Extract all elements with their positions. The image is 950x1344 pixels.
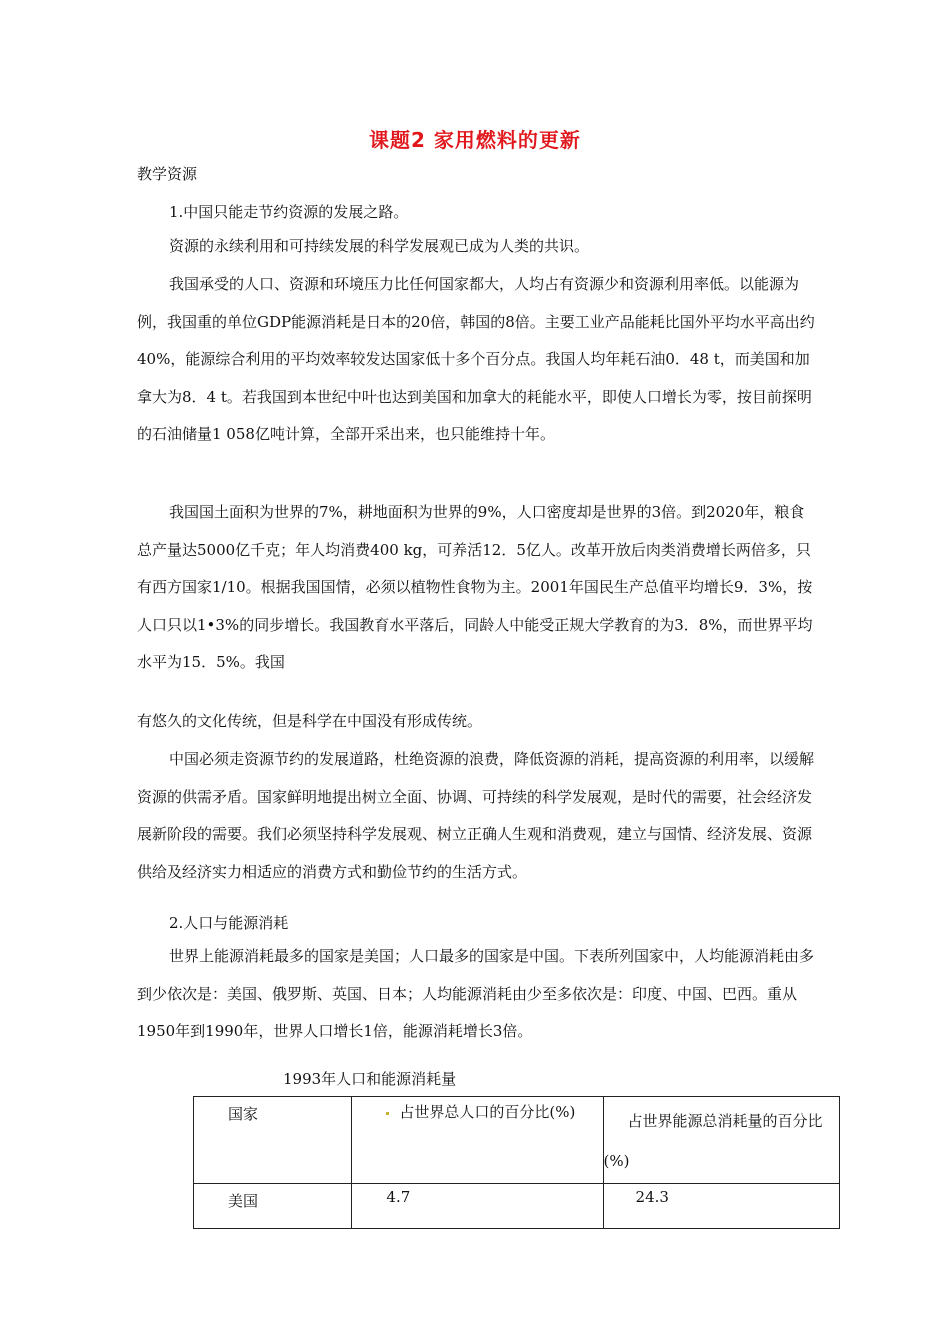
- table-header-row: [194, 1097, 840, 1184]
- header-population-share-label: 占世界总人口的百分比(%): [399, 1103, 576, 1121]
- cell-country: 美国: [194, 1184, 352, 1229]
- paragraph-energy-pressure: 我国承受的人口、资源和环境压力比任何国家都大，人均占有资源少和资源利用率低。以能源为例，我国重的单位GDP能源消耗是日本的20倍，韩国的8倍。主要工业产品能耗比国外平均水平高出约40%，能源综合利用的平均效率较发达国家低十多个百分点。我国人均年耗石油0．48 t，而美国和加拿大为8．4 t。若我国到本世纪中叶也达到美国和加拿大的耗能水平，即使人口增长为零，按目前探明的石油储量1 058亿吨计算，全部开采出来，也只能维持十年。: [137, 275, 815, 443]
- table-row: [194, 1184, 840, 1229]
- header-energy-share: [603, 1097, 839, 1184]
- header-energy-share-label: 占世界能源总消耗量的百分比: [627, 1112, 823, 1130]
- cell-population-share: 4.7: [352, 1184, 603, 1229]
- section-label: 教学资源: [137, 165, 198, 183]
- document-title: 课题2 家用燃料的更新: [369, 128, 581, 152]
- heading-resource-saving: 1.中国只能走节约资源的发展之路。: [169, 203, 409, 221]
- heading-population-energy: 2.人口与能源消耗: [169, 914, 289, 932]
- bullet-dot: [386, 1112, 389, 1115]
- header-country: 国家: [194, 1097, 352, 1184]
- header-population-share: [352, 1097, 603, 1184]
- header-energy-share-unit: (%): [603, 1152, 630, 1170]
- cell-energy-share: 24.3: [603, 1184, 839, 1229]
- table-caption: 1993年人口和能源消耗量: [283, 1070, 457, 1088]
- paragraph-culture: 有悠久的文化传统，但是科学在中国没有形成传统。: [137, 712, 483, 730]
- energy-table: [193, 1096, 840, 1229]
- paragraph-energy-consumption: 世界上能源消耗最多的国家是美国；人口最多的国家是中国。下表所列国家中，人均能源消耗由多到少依次是：美国、俄罗斯、英国、日本；人均能源消耗由少至多依次是：印度、中国、巴西。重从1950年到1990年，世界人口增长1倍，能源消耗增长3倍。: [137, 947, 815, 1040]
- paragraph-consensus: 资源的永续利用和可持续发展的科学发展观已成为人类的共识。: [169, 237, 590, 255]
- paragraph-development-road: 中国必须走资源节约的发展道路，杜绝资源的浪费，降低资源的消耗，提高资源的利用率，以缓解资源的供需矛盾。国家鲜明地提出树立全面、协调、可持续的科学发展观，是时代的需要，社会经济发展新阶段的需要。我们必须坚持科学发展观、树立正确人生观和消费观，建立与国情、经济发展、资源供给及经济实力相适应的消费方式和勤俭节约的生活方式。: [137, 750, 815, 881]
- paragraph-land-population: 我国国土面积为世界的7%，耕地面积为世界的9%，人口密度却是世界的3倍。到2020年，粮食总产量达5000亿千克；年人均消费400 kg，可养活12．5亿人。改革开放后肉类消费增长两倍多，只有西方国家1/10。根据我国国情，必须以植物性食物为主。2001年国民生产总值平均增长9．3%，按人口只以1•3%的同步增长。我国教育水平落后，同龄人中能受正规大学教育的为3．8%，而世界平均水平为15．5%。我国: [137, 503, 813, 671]
